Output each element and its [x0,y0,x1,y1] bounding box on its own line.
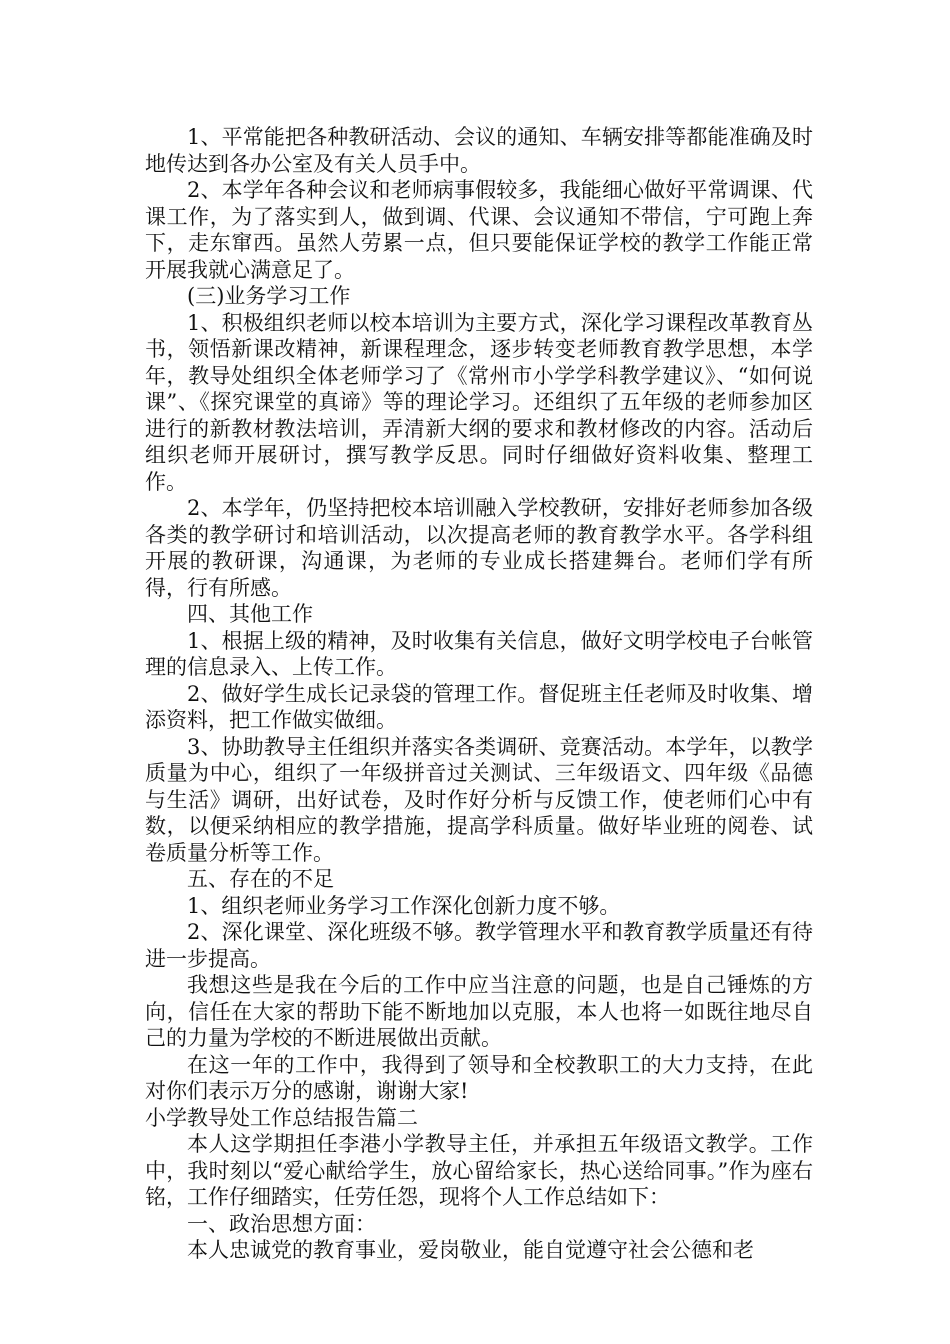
paragraph: 1、根据上级的精神，及时收集有关信息，做好文明学校电子台帐管理的信息录入、上传工作。 [145,628,813,679]
paragraph: 2、深化课堂、深化班级不够。教学管理水平和教育教学质量还有待进一步提高。 [145,920,813,971]
document-body [145,124,813,1264]
article-title: 小学教导处工作总结报告篇二 [145,1105,418,1130]
section-heading: 四、其他工作 [187,602,313,626]
paragraph: 我想这些是我在今后的工作中应当注意的问题，也是自己锤炼的方向，信任在大家的帮助下能不断地加以克服，本人也将一如既往地尽自己的力量为学校的不断进展做出贡献。 [145,973,813,1050]
paragraph: 1、组织老师业务学习工作深化创新力度不够。 [187,893,621,918]
paragraph: 2、本学年各种会议和老师病事假较多，我能细心做好平常调课、代课工作，为了落实到人，做到调、代课、会议通知不带信，宁可跑上奔下，走东窜西。虽然人劳累一点，但只要能保证学校的教学工作能正常开展我就心满意足了。 [145,178,813,282]
paragraph: 1、平常能把各种教研活动、会议的通知、车辆安排等都能准确及时地传达到各办公室及有关人员手中。 [145,125,813,176]
paragraph: 2、做好学生成长记录袋的管理工作。督促班主任老师及时收集、增添资料，把工作做实做细。 [145,681,813,732]
paragraph: 1、积极组织老师以校本培训为主要方式，深化学习课程改革教育丛书，领悟新课改精神，新课程理念，逐步转变老师教育教学思想，本学年，教导处组织全体老师学习了《常州市小学学科教学建议》、“如何说课”、《探究课堂的真谛》等的理论学习。还组织了五年级的老师参加区进行的新教材教法培训，弄清新大纲的要求和教材修改的内容。活动后组织老师开展研讨，撰写教学反思。同时仔细做好资料收集、整理工作。 [145,310,813,494]
paragraph: 本人这学期担任李港小学教导主任，并承担五年级语文教学。工作中，我时刻以“爱心献给学生，放心留给家长，热心送给同事。”作为座右铭，工作仔细踏实，任劳任怨，现将个人工作总结如下： [145,1132,813,1209]
paragraph: 本人忠诚党的教育事业，爱岗敬业，能自觉遵守社会公德和老 [187,1238,754,1262]
section-heading: 一、政治思想方面： [187,1211,376,1236]
paragraph: 在这一年的工作中，我得到了领导和全校教职工的大力支持，在此对你们表示万分的感谢，谢谢大家! [145,1052,813,1103]
paragraph: 2、本学年，仍坚持把校本培训融入学校教研，安排好老师参加各级各类的教学研讨和培训活动，以次提高老师的教育教学水平。各学科组开展的教研课，沟通课，为老师的专业成长搭建舞台。老师们学有所得，行有所感。 [145,496,813,600]
paragraph: 3、协助教导主任组织并落实各类调研、竞赛活动。本学年，以教学质量为中心，组织了一年级拼音过关测试、三年级语文、四年级《品德与生活》调研，出好试卷，及时作好分析与反馈工作，使老师们心中有数，以便采纳相应的教学措施，提高学科质量。做好毕业班的阅卷、试卷质量分析等工作。 [145,734,813,865]
section-heading: (三)业务学习工作 [187,284,351,308]
section-heading: 五、存在的不足 [187,867,334,891]
